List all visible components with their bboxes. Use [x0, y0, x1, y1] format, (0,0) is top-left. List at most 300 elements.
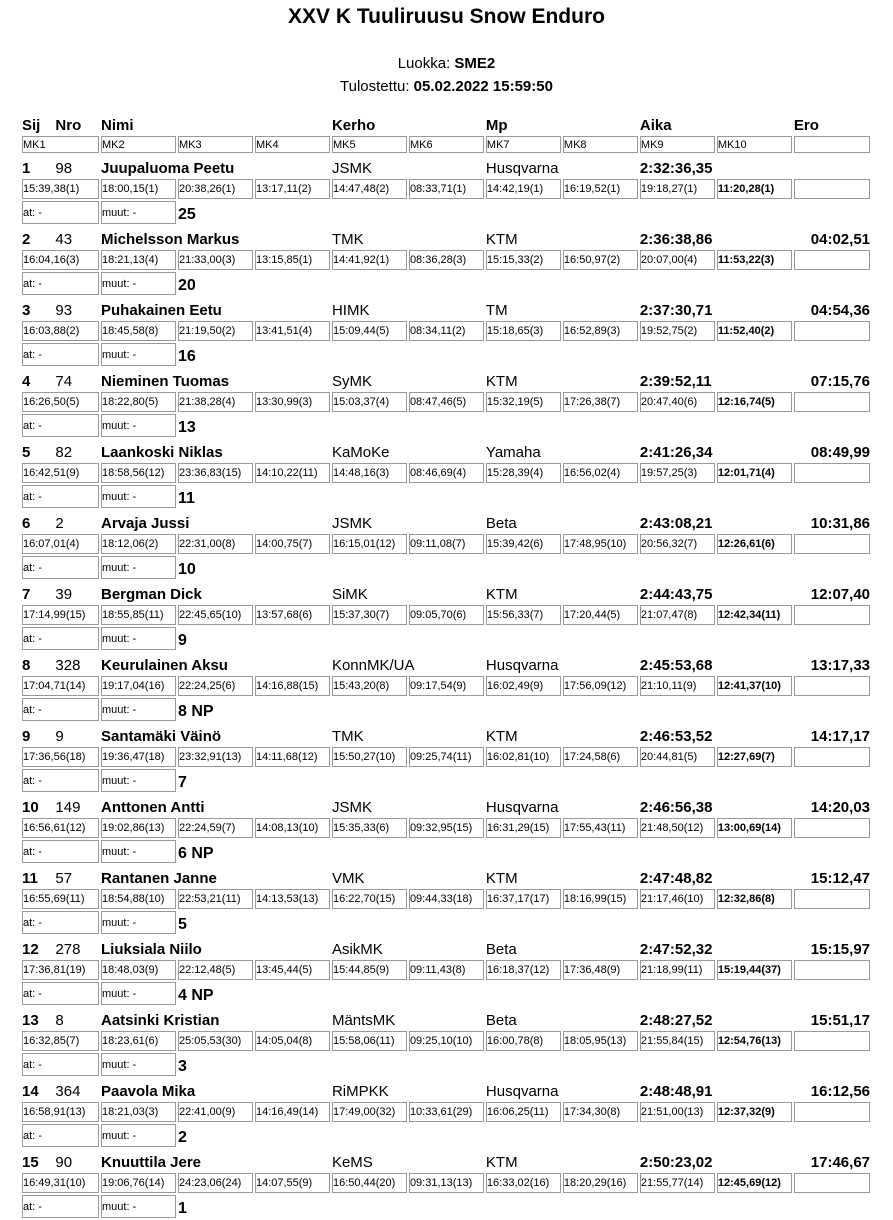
extra-row	[22, 840, 870, 863]
number-cell: 278	[55, 941, 81, 958]
position-cell: 1	[22, 160, 31, 177]
total-time: 2:45:53,68	[639, 657, 713, 674]
number-cell: 93	[55, 302, 73, 319]
rider-name: Aatsinki Kristian	[100, 1012, 220, 1029]
stage-time: 22:31,00(8)	[178, 534, 253, 554]
muut-box: muut: -	[101, 1195, 176, 1218]
stage-label: MK8	[563, 136, 638, 153]
club-cell: VMK	[331, 870, 365, 887]
class-value: SME2	[454, 55, 496, 72]
stage-time: 18:12,06(2)	[101, 534, 176, 554]
stage-time: 09:05,70(6)	[409, 605, 484, 625]
at-box: at: -	[22, 201, 99, 224]
stage-time: 16:02,81(10)	[486, 747, 561, 767]
position-cell: 3	[22, 302, 31, 319]
stage-time: 18:16,99(15)	[563, 889, 638, 909]
result-row	[22, 865, 870, 887]
stage-row-spacer	[794, 534, 870, 554]
result-row	[22, 1078, 870, 1100]
stage-label: MK5	[332, 136, 407, 153]
stage-time: 20:38,26(1)	[178, 179, 253, 199]
stage-times-row	[22, 1173, 870, 1193]
stage-time: 17:14,99(15)	[22, 605, 99, 625]
muut-box: muut: -	[101, 1124, 176, 1147]
stage-time: 15:39,42(6)	[486, 534, 561, 554]
stage-time: 15:43,20(8)	[332, 676, 407, 696]
stage-time: 13:45,44(5)	[255, 960, 330, 980]
extra-row	[22, 414, 870, 437]
stage-time: 22:12,48(5)	[178, 960, 253, 980]
stage-time: 15:32,19(5)	[486, 392, 561, 412]
number-cell: 57	[55, 870, 73, 887]
stage-time: 16:33,02(16)	[486, 1173, 561, 1193]
bike-cell: Beta	[485, 1012, 517, 1029]
stage-time: 16:42,51(9)	[22, 463, 99, 483]
stage-time: 09:11,43(8)	[409, 960, 484, 980]
stage-time: 17:36,56(18)	[22, 747, 99, 767]
stage-time: 14:07,55(9)	[255, 1173, 330, 1193]
stage-time: 14:11,68(12)	[255, 747, 330, 767]
stage-time: 21:48,50(12)	[640, 818, 715, 838]
stage-time: 14:05,04(8)	[255, 1031, 330, 1051]
stage-label: MK1	[22, 136, 99, 153]
time-difference: 15:12,47	[810, 870, 870, 887]
stage-time: 14:00,75(7)	[255, 534, 330, 554]
muut-box: muut: -	[101, 769, 176, 792]
stage-time: 09:25,10(10)	[409, 1031, 484, 1051]
header-name: Nimi	[100, 117, 134, 134]
stage-time: 19:36,47(18)	[101, 747, 176, 767]
club-cell: TMK	[331, 728, 364, 745]
bike-cell: KTM	[485, 870, 518, 887]
stage-time: 21:55,77(14)	[640, 1173, 715, 1193]
result-row	[22, 368, 870, 390]
stage-times-row	[22, 818, 870, 838]
club-cell: SyMK	[331, 373, 372, 390]
club-cell: JSMK	[331, 160, 372, 177]
header-bike: Mp	[485, 117, 508, 134]
at-box: at: -	[22, 272, 99, 295]
stage-time: 12:42,34(11)	[717, 605, 792, 625]
printed-value: 05.02.2022 15:59:50	[413, 78, 553, 95]
result-row	[22, 226, 870, 248]
points-cell: 3	[177, 1058, 187, 1075]
total-time: 2:37:30,71	[639, 302, 713, 319]
extra-row	[22, 769, 870, 792]
position-cell: 14	[22, 1083, 39, 1100]
rider-name: Anttonen Antti	[100, 799, 205, 816]
total-time: 2:44:43,75	[639, 586, 713, 603]
bike-cell: TM	[485, 302, 508, 319]
stage-time: 16:50,44(20)	[332, 1173, 407, 1193]
stage-time: 16:18,37(12)	[486, 960, 561, 980]
points-cell: 2	[177, 1129, 187, 1146]
result-row	[22, 723, 870, 745]
stage-time: 12:26,61(6)	[717, 534, 792, 554]
stage-time: 15:56,33(7)	[486, 605, 561, 625]
position-cell: 10	[22, 799, 39, 816]
stage-time: 13:00,69(14)	[717, 818, 792, 838]
muut-box: muut: -	[101, 201, 176, 224]
stage-time: 17:36,81(19)	[22, 960, 99, 980]
stage-time: 16:49,31(10)	[22, 1173, 99, 1193]
stage-time: 24:23,06(24)	[178, 1173, 253, 1193]
total-time: 2:39:52,11	[639, 373, 712, 390]
stage-times-row	[22, 747, 870, 767]
bike-cell: Yamaha	[485, 444, 541, 461]
club-cell: HIMK	[331, 302, 370, 319]
stage-time: 14:10,22(11)	[255, 463, 330, 483]
muut-box: muut: -	[101, 556, 176, 579]
stage-time: 20:44,81(5)	[640, 747, 715, 767]
stage-row-spacer	[794, 960, 870, 980]
stage-time: 15:44,85(9)	[332, 960, 407, 980]
rider-name: Liuksiala Niilo	[100, 941, 202, 958]
stage-row-spacer	[794, 818, 870, 838]
result-row	[22, 1149, 870, 1171]
stage-row-spacer	[794, 747, 870, 767]
stage-time: 17:56,09(12)	[563, 676, 638, 696]
stage-times-row	[22, 1031, 870, 1051]
stage-time: 09:17,54(9)	[409, 676, 484, 696]
extra-row	[22, 1124, 870, 1147]
total-time: 2:36:38,86	[639, 231, 713, 248]
at-box: at: -	[22, 1053, 99, 1076]
stage-time: 16:31,29(15)	[486, 818, 561, 838]
results-table	[20, 112, 872, 1220]
stage-time: 18:00,15(1)	[101, 179, 176, 199]
stage-time: 18:23,61(6)	[101, 1031, 176, 1051]
position-cell: 7	[22, 586, 31, 603]
stage-label: MK6	[409, 136, 484, 153]
stage-time: 17:24,58(6)	[563, 747, 638, 767]
bike-cell: KTM	[485, 586, 518, 603]
extra-row	[22, 201, 870, 224]
points-cell: 4 NP	[177, 987, 214, 1004]
stage-times-row	[22, 534, 870, 554]
stage-time: 19:18,27(1)	[640, 179, 715, 199]
at-box: at: -	[22, 911, 99, 934]
stage-time: 17:48,95(10)	[563, 534, 638, 554]
stage-time: 16:22,70(15)	[332, 889, 407, 909]
rider-name: Michelsson Markus	[100, 231, 240, 248]
stage-time: 19:57,25(3)	[640, 463, 715, 483]
rider-name: Santamäki Väinö	[100, 728, 222, 745]
page-title: XXV K Tuuliruusu Snow Enduro	[288, 5, 605, 28]
stage-time: 13:17,11(2)	[255, 179, 330, 199]
points-cell: 1	[177, 1200, 187, 1217]
stage-time: 14:13,53(13)	[255, 889, 330, 909]
stage-time: 18:45,58(8)	[101, 321, 176, 341]
rider-name: Puhakainen Eetu	[100, 302, 222, 319]
at-box: at: -	[22, 982, 99, 1005]
stage-time: 12:45,69(12)	[717, 1173, 792, 1193]
stage-time: 16:02,49(9)	[486, 676, 561, 696]
class-label: Luokka:	[397, 55, 451, 72]
stage-time: 16:03,88(2)	[22, 321, 99, 341]
stage-time: 15:19,44(37)	[717, 960, 792, 980]
stage-row-spacer	[794, 676, 870, 696]
result-row	[22, 936, 870, 958]
stage-time: 15:58,06(11)	[332, 1031, 407, 1051]
position-cell: 15	[22, 1154, 39, 1171]
stage-time: 11:53,22(3)	[717, 250, 792, 270]
stage-row-spacer	[794, 1102, 870, 1122]
stage-time: 08:47,46(5)	[409, 392, 484, 412]
club-cell: SiMK	[331, 586, 368, 603]
time-difference: 14:17,17	[810, 728, 870, 745]
stage-time: 14:16,49(14)	[255, 1102, 330, 1122]
position-cell: 9	[22, 728, 31, 745]
bike-cell: Husqvarna	[485, 1083, 559, 1100]
stage-time: 22:45,65(10)	[178, 605, 253, 625]
at-box: at: -	[22, 485, 99, 508]
stage-time: 21:55,84(15)	[640, 1031, 715, 1051]
stage-time: 17:49,00(32)	[332, 1102, 407, 1122]
stage-time: 08:46,69(4)	[409, 463, 484, 483]
time-difference	[794, 155, 870, 177]
stage-time: 17:34,30(8)	[563, 1102, 638, 1122]
club-cell: AsikMK	[331, 941, 383, 958]
stage-time: 16:15,01(12)	[332, 534, 407, 554]
stage-time: 14:16,88(15)	[255, 676, 330, 696]
extra-row	[22, 556, 870, 579]
stage-time: 08:36,28(3)	[409, 250, 484, 270]
stage-time: 15:39,38(1)	[22, 179, 99, 199]
bike-cell: Husqvarna	[485, 657, 559, 674]
stage-row-spacer	[794, 250, 870, 270]
bike-cell: Beta	[485, 941, 517, 958]
points-cell: 20	[177, 277, 196, 294]
club-cell: JSMK	[331, 515, 372, 532]
stage-time: 21:17,46(10)	[640, 889, 715, 909]
rider-name: Arvaja Jussi	[100, 515, 190, 532]
stage-time: 16:07,01(4)	[22, 534, 99, 554]
stage-time: 14:48,16(3)	[332, 463, 407, 483]
stage-time: 09:11,08(7)	[409, 534, 484, 554]
stage-time: 18:20,29(16)	[563, 1173, 638, 1193]
points-cell: 11	[177, 490, 195, 507]
position-cell: 11	[22, 870, 38, 887]
stage-time: 22:24,25(6)	[178, 676, 253, 696]
at-box: at: -	[22, 343, 99, 366]
time-difference: 16:12,56	[810, 1083, 870, 1100]
stage-time: 09:32,95(15)	[409, 818, 484, 838]
stage-time: 17:55,43(11)	[563, 818, 638, 838]
time-difference: 14:20,03	[810, 799, 870, 816]
extra-row	[22, 911, 870, 934]
stage-time: 17:26,38(7)	[563, 392, 638, 412]
muut-box: muut: -	[101, 982, 176, 1005]
stage-time: 16:37,17(17)	[486, 889, 561, 909]
stage-times-row	[22, 179, 870, 199]
stage-time: 20:47,40(6)	[640, 392, 715, 412]
stage-time: 18:54,88(10)	[101, 889, 176, 909]
stage-label: MK10	[717, 136, 792, 153]
result-row	[22, 1007, 870, 1029]
position-cell: 5	[22, 444, 31, 461]
stage-time: 15:15,33(2)	[486, 250, 561, 270]
stage-time: 12:37,32(9)	[717, 1102, 792, 1122]
stage-row-spacer	[794, 463, 870, 483]
stage-times-row	[22, 250, 870, 270]
points-cell: 13	[177, 419, 196, 436]
stage-time: 18:22,80(5)	[101, 392, 176, 412]
muut-box: muut: -	[101, 1053, 176, 1076]
result-row	[22, 652, 870, 674]
at-box: at: -	[22, 698, 99, 721]
total-time: 2:43:08,21	[639, 515, 713, 532]
number-cell: 43	[55, 231, 73, 248]
stage-time: 14:47,48(2)	[332, 179, 407, 199]
stage-time: 17:04,71(14)	[22, 676, 99, 696]
stage-time: 18:21,03(3)	[101, 1102, 176, 1122]
bike-cell: KTM	[485, 728, 518, 745]
bike-cell: KTM	[485, 1154, 518, 1171]
stage-time: 08:33,71(1)	[409, 179, 484, 199]
position-cell: 8	[22, 657, 31, 674]
stage-time: 15:50,27(10)	[332, 747, 407, 767]
time-difference: 12:07,40	[810, 586, 870, 603]
stage-time: 14:08,13(10)	[255, 818, 330, 838]
stage-header-row	[22, 136, 870, 153]
club-cell: JSMK	[331, 799, 372, 816]
rider-name: Knuuttila Jere	[100, 1154, 202, 1171]
stage-time: 14:41,92(1)	[332, 250, 407, 270]
stage-time: 15:18,65(3)	[486, 321, 561, 341]
club-cell: MäntsMK	[331, 1012, 396, 1029]
rider-name: Rantanen Janne	[100, 870, 217, 887]
muut-box: muut: -	[101, 840, 176, 863]
stage-time: 12:27,69(7)	[717, 747, 792, 767]
stage-time: 16:32,85(7)	[22, 1031, 99, 1051]
bike-cell: Husqvarna	[485, 160, 559, 177]
header-pos: Sij	[22, 117, 41, 134]
stage-time: 13:30,99(3)	[255, 392, 330, 412]
points-cell: 9	[177, 632, 187, 649]
stage-time: 21:19,50(2)	[178, 321, 253, 341]
number-cell: 74	[55, 373, 73, 390]
extra-row	[22, 698, 870, 721]
time-difference: 15:15,97	[810, 941, 870, 958]
stage-label: MK3	[178, 136, 253, 153]
points-cell: 25	[177, 206, 196, 223]
stage-time: 18:21,13(4)	[101, 250, 176, 270]
total-time: 2:48:27,52	[639, 1012, 713, 1029]
points-cell: 16	[177, 348, 196, 365]
stage-label: MK4	[255, 136, 330, 153]
stage-time: 15:28,39(4)	[486, 463, 561, 483]
points-cell: 7	[177, 774, 187, 791]
points-cell: 6 NP	[177, 845, 214, 862]
stage-time: 09:44,33(18)	[409, 889, 484, 909]
total-time: 2:46:56,38	[639, 799, 713, 816]
at-box: at: -	[22, 627, 99, 650]
at-box: at: -	[22, 840, 99, 863]
stage-label: MK9	[640, 136, 715, 153]
extra-row	[22, 1195, 870, 1218]
club-cell: RiMPKK	[331, 1083, 389, 1100]
time-difference: 10:31,86	[810, 515, 870, 532]
rider-name: Keurulainen Aksu	[100, 657, 228, 674]
number-cell: 39	[55, 586, 73, 603]
stage-time: 15:37,30(7)	[332, 605, 407, 625]
time-difference: 08:49,99	[810, 444, 870, 461]
header-time: Aika	[639, 117, 672, 134]
stage-time: 22:24,59(7)	[178, 818, 253, 838]
at-box: at: -	[22, 1124, 99, 1147]
stage-time: 21:18,99(11)	[640, 960, 715, 980]
stage-time: 16:55,69(11)	[22, 889, 99, 909]
stage-label: MK2	[101, 136, 176, 153]
stage-row-spacer	[794, 889, 870, 909]
stage-time: 11:52,40(2)	[717, 321, 792, 341]
class-line	[0, 55, 893, 72]
stage-row-spacer	[794, 392, 870, 412]
club-cell: KaMoKe	[331, 444, 390, 461]
total-time: 2:47:48,82	[639, 870, 713, 887]
stage-time: 25:05,53(30)	[178, 1031, 253, 1051]
stage-time: 16:26,50(5)	[22, 392, 99, 412]
header-nro: Nro	[55, 117, 82, 134]
bike-cell: KTM	[485, 373, 518, 390]
time-difference: 15:51,17	[810, 1012, 870, 1029]
number-cell: 90	[55, 1154, 73, 1171]
stage-time: 13:57,68(6)	[255, 605, 330, 625]
stage-time: 09:31,13(13)	[409, 1173, 484, 1193]
stage-time: 12:16,74(5)	[717, 392, 792, 412]
total-time: 2:47:52,32	[639, 941, 713, 958]
time-difference: 04:02,51	[810, 231, 870, 248]
points-cell: 10	[177, 561, 196, 578]
position-cell: 12	[22, 941, 39, 958]
time-difference: 13:17,33	[810, 657, 870, 674]
stage-label: MK7	[486, 136, 561, 153]
total-time: 2:48:48,91	[639, 1083, 713, 1100]
muut-box: muut: -	[101, 627, 176, 650]
stage-times-row	[22, 321, 870, 341]
muut-box: muut: -	[101, 343, 176, 366]
total-time: 2:32:36,35	[639, 160, 713, 177]
time-difference: 17:46,67	[810, 1154, 870, 1171]
printed-label: Tulostettu:	[340, 78, 410, 95]
stage-times-row	[22, 676, 870, 696]
rider-name: Bergman Dick	[100, 586, 202, 603]
number-cell: 364	[55, 1083, 81, 1100]
stage-time: 10:33,61(29)	[409, 1102, 484, 1122]
total-time: 2:50:23,02	[639, 1154, 713, 1171]
stage-time: 12:01,71(4)	[717, 463, 792, 483]
bike-cell: Husqvarna	[485, 799, 559, 816]
stage-time: 16:06,25(11)	[486, 1102, 561, 1122]
stage-times-row	[22, 463, 870, 483]
position-cell: 6	[22, 515, 31, 532]
stage-times-row	[22, 392, 870, 412]
stage-row-spacer	[794, 321, 870, 341]
printed-line	[0, 78, 893, 95]
result-row	[22, 439, 870, 461]
stage-time: 21:10,11(9)	[640, 676, 715, 696]
stage-times-row	[22, 605, 870, 625]
position-cell: 13	[22, 1012, 39, 1029]
extra-row	[22, 627, 870, 650]
stage-time: 16:04,16(3)	[22, 250, 99, 270]
result-row	[22, 510, 870, 532]
stage-time: 19:17,04(16)	[101, 676, 176, 696]
stage-time: 21:07,47(8)	[640, 605, 715, 625]
rider-name: Juupaluoma Peetu	[100, 160, 235, 177]
at-box: at: -	[22, 556, 99, 579]
